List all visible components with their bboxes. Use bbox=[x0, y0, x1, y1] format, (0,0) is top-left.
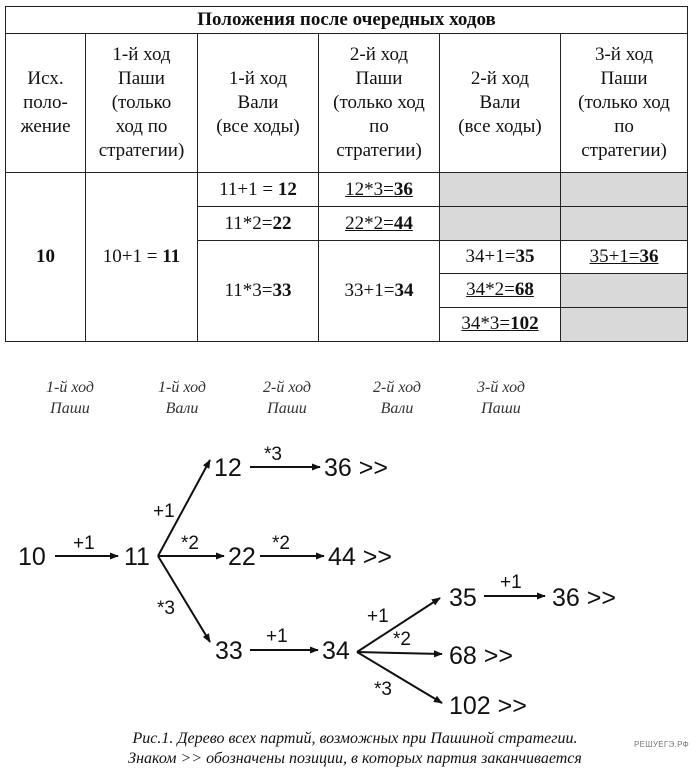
node-36-end: 36 >> bbox=[324, 454, 388, 482]
header-valya-move-1: 1-й ход Вали (все ходы) bbox=[198, 34, 319, 173]
node-36-end: 36 >> bbox=[552, 584, 616, 612]
edge-label: *2 bbox=[393, 629, 411, 650]
cell-valya-1: 11*3=33 bbox=[198, 240, 319, 341]
edge-label: +1 bbox=[73, 533, 95, 554]
watermark: РЕШУЕГЭ.РФ bbox=[633, 740, 689, 749]
header-valya-move-2: 2-й ход Вали (все ходы) bbox=[440, 34, 561, 173]
caption-line: Знаком >> обозначены позиции, в которых партия заканчивается bbox=[128, 750, 582, 767]
edge-label: *2 bbox=[181, 533, 199, 554]
node-68-end: 68 >> bbox=[449, 642, 513, 670]
node-12: 12 bbox=[214, 454, 242, 482]
header-pasha-move-2: 2-й ход Паши (только ход по стратегии) bbox=[319, 34, 440, 173]
move-label-pasha-2: 2-й ход Паши bbox=[263, 379, 311, 417]
node-33: 33 bbox=[215, 637, 243, 665]
header-pasha-move-1: 1-й ход Паши (только ход по стратегии) bbox=[86, 34, 198, 173]
table-title: Положения после очередных ходов bbox=[6, 7, 688, 34]
cell-valya-2: 34*2=68 bbox=[440, 274, 561, 307]
figure-caption bbox=[40, 729, 670, 769]
move-label-pasha-1: 1-й ход Паши bbox=[46, 379, 94, 417]
node-34: 34 bbox=[322, 637, 350, 665]
edge-arrow bbox=[357, 652, 442, 654]
edge-arrow bbox=[357, 652, 442, 703]
cell-pasha-2: 12*3=36 bbox=[319, 172, 440, 206]
node-35: 35 bbox=[449, 584, 477, 612]
cell-pasha-2: 33+1=34 bbox=[319, 240, 440, 341]
cell-valya-1: 11+1 = 12 bbox=[198, 172, 319, 206]
cell-valya-1: 11*2=22 bbox=[198, 207, 319, 240]
header-pasha-move-3: 3-й ход Паши (только ход по стратегии) bbox=[561, 34, 688, 173]
cell-pasha-2: 22*2=44 bbox=[319, 207, 440, 240]
node-11: 11 bbox=[124, 543, 150, 571]
edge-label: *3 bbox=[374, 679, 392, 700]
move-label-valya-2: 2-й ход Вали bbox=[373, 379, 421, 417]
caption-line: Рис.1. Дерево всех партий, возможных при Пашиной стратегии. bbox=[132, 730, 578, 747]
cell-pasha-3: 35+1=36 bbox=[561, 240, 688, 273]
edge-label: *3 bbox=[157, 598, 175, 619]
header-initial: Исх. поло- жение bbox=[6, 34, 86, 173]
edge-label: +1 bbox=[266, 626, 288, 647]
edge-label: *3 bbox=[264, 444, 282, 465]
cell-pasha-1: 10+1 = 11 bbox=[86, 172, 198, 341]
edge-label: +1 bbox=[367, 606, 389, 627]
cell-valya-2: 34*3=102 bbox=[440, 307, 561, 341]
node-10: 10 bbox=[18, 543, 46, 571]
move-label-valya-1: 1-й ход Вали bbox=[158, 379, 206, 417]
move-label-pasha-3: 3-й ход Паши bbox=[477, 379, 525, 417]
edge-label: *2 bbox=[272, 533, 290, 554]
edge-label: +1 bbox=[153, 501, 175, 522]
edge-label: +1 bbox=[500, 572, 522, 593]
node-102-end: 102 >> bbox=[449, 692, 527, 720]
node-22: 22 bbox=[228, 543, 256, 571]
cell-valya-2: 34+1=35 bbox=[440, 240, 561, 273]
node-44-end: 44 >> bbox=[328, 543, 392, 571]
cell-initial: 10 bbox=[6, 172, 86, 341]
